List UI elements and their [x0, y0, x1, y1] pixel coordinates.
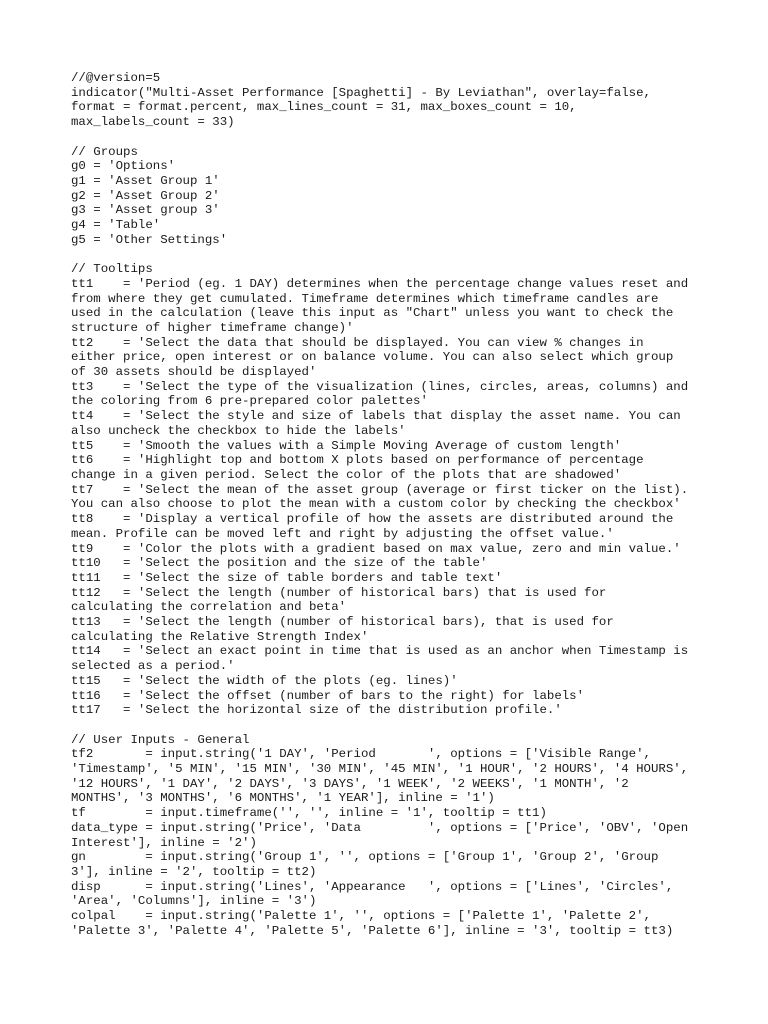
- code-line: tt12 = 'Select the length (number of historical bars) that is used for: [71, 585, 607, 600]
- code-line: tt15 = 'Select the width of the plots (eg. lines)': [71, 673, 458, 688]
- code-line: tt1 = 'Period (eg. 1 DAY) determines when the percentage change values reset and: [71, 276, 689, 291]
- code-line: tf = input.timeframe('', '', inline = '1', tooltip = tt1): [71, 806, 547, 821]
- code-line: structure of higher timeframe change)': [71, 320, 354, 335]
- code-line: tt7 = 'Select the mean of the asset group (average or first ticker on the list).: [71, 482, 689, 497]
- code-line: change in a given period. Select the color of the plots that are shadowed': [71, 467, 622, 482]
- code-line: tt9 = 'Color the plots with a gradient based on max value, zero and min value.': [71, 541, 681, 556]
- code-line: g2 = 'Asset Group 2': [71, 188, 220, 203]
- code-line: the coloring from 6 pre-prepared color palettes': [71, 394, 428, 409]
- code-line: tt5 = 'Smooth the values with a Simple Moving Average of custom length': [71, 438, 622, 453]
- code-line: 3'], inline = '2', tooltip = tt2): [71, 864, 317, 879]
- code-line: tt14 = 'Select an exact point in time that is used as an anchor when Timestamp is: [71, 644, 689, 659]
- code-line: mean. Profile can be moved left and right by adjusting the offset value.': [71, 526, 614, 541]
- code-line: MONTHS', '3 MONTHS', '6 MONTHS', '1 YEAR'], inline = '1'): [71, 791, 495, 806]
- code-line: used in the calculation (leave this input as "Chart" unless you want to check the: [71, 306, 674, 321]
- blank-line: [71, 247, 711, 262]
- code-line: either price, open interest or on balance volume. You can also select which group: [71, 350, 674, 365]
- code-line: calculating the correlation and beta': [71, 600, 347, 615]
- code-line: You can also choose to plot the mean with a custom color by checking the checkbox': [71, 497, 681, 512]
- code-line: colpal = input.string('Palette 1', '', options = ['Palette 1', 'Palette 2',: [71, 909, 651, 924]
- code-line: from where they get cumulated. Timeframe determines which timeframe candles are: [71, 291, 659, 306]
- code-line: 'Timestamp', '5 MIN', '15 MIN', '30 MIN', '45 MIN', '1 HOUR', '2 HOURS', '4 HOURS',: [71, 762, 689, 777]
- code-line: format = format.percent, max_lines_count = 31, max_boxes_count = 10,: [71, 100, 577, 115]
- code-line: // Groups: [71, 144, 138, 159]
- code-line: 'Palette 3', 'Palette 4', 'Palette 5', 'Palette 6'], inline = '3', tooltip = tt3): [71, 923, 674, 938]
- code-line: tt16 = 'Select the offset (number of bars to the right) for labels': [71, 688, 585, 703]
- code-line: of 30 assets should be displayed': [71, 365, 317, 380]
- code-line: // Tooltips: [71, 262, 153, 277]
- code-line: selected as a period.': [71, 659, 235, 674]
- blank-line: [71, 718, 711, 733]
- code-line: g4 = 'Table': [71, 218, 161, 233]
- code-document: [71, 71, 711, 938]
- code-line: gn = input.string('Group 1', '', options = ['Group 1', 'Group 2', 'Group: [71, 850, 659, 865]
- code-line: tt6 = 'Highlight top and bottom X plots based on performance of percentage: [71, 453, 644, 468]
- code-line: tt10 = 'Select the position and the size of the table': [71, 556, 488, 571]
- code-line: '12 HOURS', '1 DAY', '2 DAYS', '3 DAYS', '1 WEEK', '2 WEEKS', '1 MONTH', '2: [71, 776, 629, 791]
- code-line: indicator("Multi-Asset Performance [Spaghetti] - By Leviathan", overlay=false,: [71, 85, 651, 100]
- code-line: calculating the Relative Strength Index': [71, 629, 369, 644]
- blank-line: [71, 130, 711, 145]
- code-line: 'Area', 'Columns'], inline = '3'): [71, 894, 317, 909]
- code-line: tt13 = 'Select the length (number of historical bars), that is used for: [71, 615, 614, 630]
- code-line: max_labels_count = 33): [71, 115, 235, 130]
- code-line: tt17 = 'Select the horizontal size of the distribution profile.': [71, 703, 562, 718]
- code-line: data_type = input.string('Price', 'Data ', options = ['Price', 'OBV', 'Open: [71, 820, 689, 835]
- code-line: tt2 = 'Select the data that should be displayed. You can view % changes in: [71, 335, 644, 350]
- code-line: //@version=5: [71, 71, 161, 85]
- code-line: g3 = 'Asset group 3': [71, 203, 220, 218]
- code-line: tt4 = 'Select the style and size of labels that display the asset name. You can: [71, 409, 681, 424]
- code-line: tt11 = 'Select the size of table borders and table text': [71, 570, 503, 585]
- code-line: g5 = 'Other Settings': [71, 232, 228, 247]
- code-line: also uncheck the checkbox to hide the labels': [71, 423, 406, 438]
- code-line: tt3 = 'Select the type of the visualization (lines, circles, areas, columns) and: [71, 379, 689, 394]
- code-line: tf2 = input.string('1 DAY', 'Period ', options = ['Visible Range',: [71, 747, 651, 762]
- code-line: tt8 = 'Display a vertical profile of how the assets are distributed around the: [71, 512, 674, 527]
- code-line: g0 = 'Options': [71, 159, 176, 174]
- code-line: // User Inputs - General: [71, 732, 250, 747]
- code-line: g1 = 'Asset Group 1': [71, 173, 220, 188]
- code-line: disp = input.string('Lines', 'Appearance ', options = ['Lines', 'Circles',: [71, 879, 674, 894]
- code-line: Interest'], inline = '2'): [71, 835, 257, 850]
